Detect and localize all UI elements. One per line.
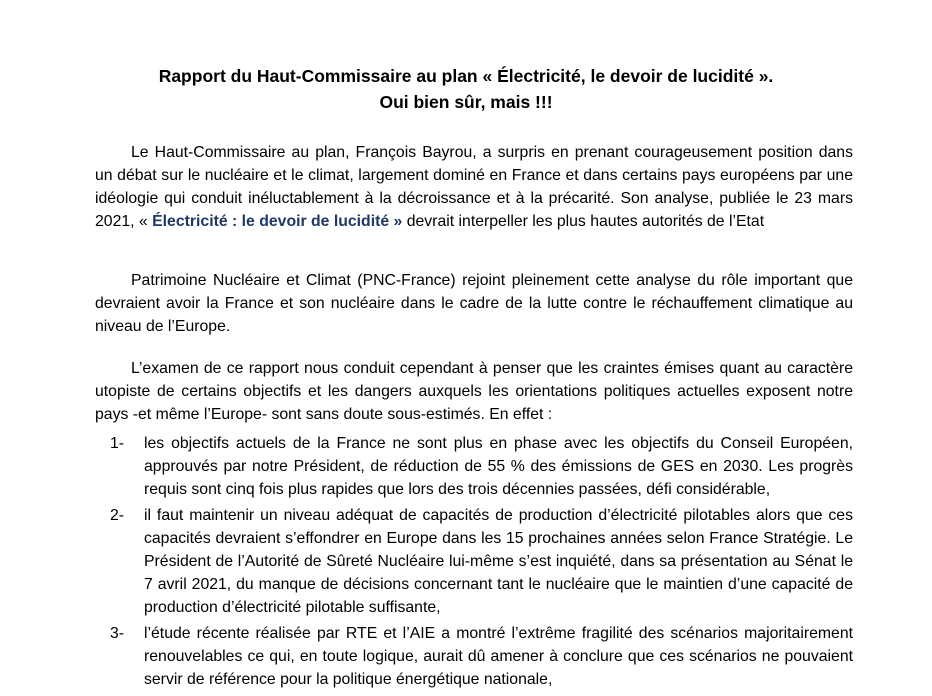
- list-item: [0, 504, 932, 619]
- paragraph-intro-text: Le Haut-Commissaire au plan, François Bayrou, a surpris en prenant courageusement position dans un débat sur le nucléaire et le climat, largement dominé en France et dans certains pays européens par une idéologie qui conduit inéluctablement à la décroissance et à la précarité. Son analyse, publiée le 23 mars 2021, «: [95, 144, 853, 230]
- paragraph-intro: [95, 141, 853, 233]
- list-item-text: il faut maintenir un niveau adéquat de capacités de production d’électricité pilotables alors que ces capacités devraient s’effondrer en Europe dans les 15 prochaines années selon France Stratégie. Le Président de l’Autorité de Sûreté Nucléaire lui-même s’est inquiété, dans sa présentation au Sénat le 7 avril 2021, du manque de décisions concernant tant le nucléaire que le maintien d’une capacité de production d’électricité pilotable suffisante,: [144, 507, 853, 616]
- report-title-highlight: Électricité : le devoir de lucidité »: [152, 213, 403, 230]
- list-item-text: les objectifs actuels de la France ne sont plus en phase avec les objectifs du Conseil Européen, approuvés par notre Président, de réduction de 55 % des émissions de GES en 2030. Les progrès requis sont cinq fois plus rapides que lors des trois décennies passées, défi considérable,: [144, 435, 853, 498]
- list-item-text: l’étude récente réalisée par RTE et l’AIE a montré l’extrême fragilité des scénarios majoritairement renouvelables ce qui, en toute logique, aurait dû amener à conclure que ces scénarios ne pouvaient servir de référence pour la politique énergétique nationale,: [144, 625, 853, 688]
- paragraph-pnc: Patrimoine Nucléaire et Climat (PNC-France) rejoint pleinement cette analyse du rôle important que devraient avoir la France et son nucléaire dans le cadre de la lutte contre le réchauffement climatique au niveau de l’Europe.: [95, 272, 853, 335]
- document-title: Rapport du Haut-Commissaire au plan « Électricité, le devoir de lucidité ».: [158, 66, 774, 86]
- list-item: [0, 432, 932, 501]
- paragraph-examination: L’examen de ce rapport nous conduit cependant à penser que les craintes émises quant au caractère utopiste de certains objectifs et les dangers auxquels les orientations politiques actuelles exposent notre pays -et même l’Europe- sont sans doute sous-estimés. En effet :: [95, 360, 853, 423]
- document-subtitle: Oui bien sûr, mais !!!: [379, 92, 553, 112]
- list-item-number: 3-: [110, 625, 125, 642]
- paragraph-intro-end: devrait interpeller les plus hautes autorités de l’Etat: [402, 213, 765, 230]
- list-item-number: 2-: [110, 507, 125, 524]
- numbered-list: [0, 432, 932, 694]
- list-item: [0, 622, 932, 691]
- list-item-number: 1-: [110, 435, 125, 452]
